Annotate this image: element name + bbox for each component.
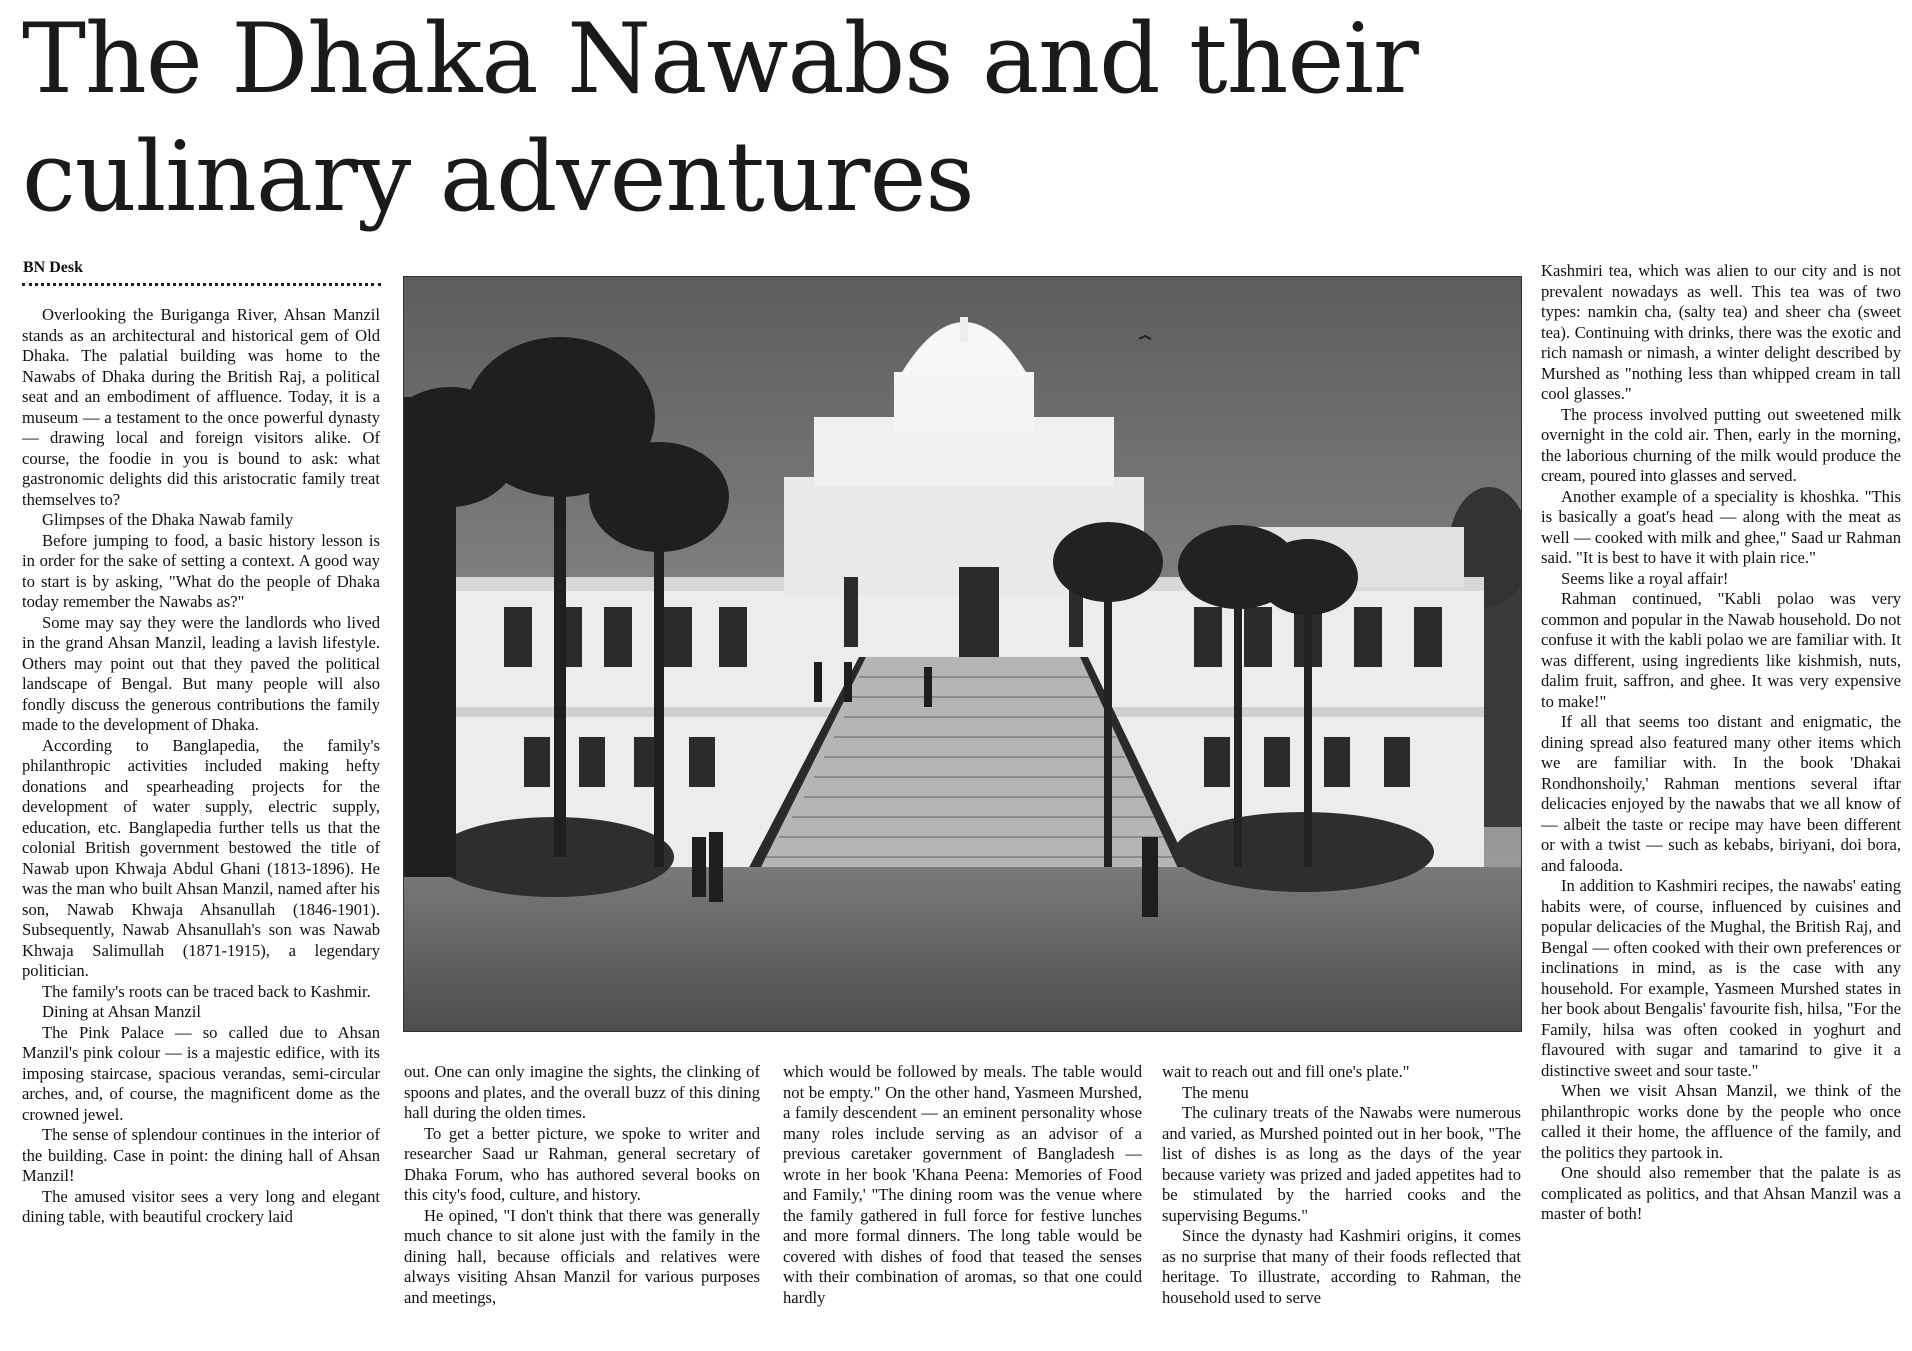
paragraph: According to Banglapedia, the family's philanthropic activities included making hefty donations and spearheading projects for the development of water supply, electric supply, education, etc. Banglapedia further tells us that the colonial British government bestowed the title of Nawab upon Khwaja Abdul Ghani (1813-1896). He was the man who built Ahsan Manzil, named after his son, Nawab Khwaja Ahsanullah (1846-1901). Subsequently, Nawab Ahsanullah's son was Nawab Khwaja Salimullah (1871-1915), a legendary politician. [22,735,380,980]
paragraph: Since the dynasty had Kashmiri origins, it comes as no surprise that many of their foods reflected that heritage. To illustrate, according to Rahman, the household used to serve [1162,1226,1521,1307]
paragraph: Overlooking the Buriganga River, Ahsan Manzil stands as an architectural and historical gem of Old Dhaka. The palatial building was home to the Nawabs of Dhaka during the British Raj, a political seat and an embodiment of affluence. Today, it is a museum — a testament to the once powerful dynasty — drawing local and foreign visitors alike. Of course, the foodie in you is bound to ask: what gastronomic delights did this aristocratic family treat themselves to? [22,305,380,509]
paragraph: Seems like a royal affair! [1561,568,1729,588]
paragraph: To get a better picture, we spoke to writer and researcher Saad ur Rahman, general secretary of Dhaka Forum, who has authored several books on this city's food, culture, and history. [404,1123,760,1204]
paragraph: The culinary treats of the Nawabs were numerous and varied, as Murshed pointed out in her book, "The list of dishes is as long as the days of the year because variety was prized and jaded appetites had to be stimulated by the harried cooks and the supervising Begums." [1162,1103,1521,1225]
paragraph: Kashmiri tea, which was alien to our city and is not prevalent nowadays as well. This tea was of two types: namkin cha, (salty tea) and sheer cha (sweet tea). Continuing with drinks, there was the exotic and rich namash or nimash, a winter delight described by Murshed as "nothing less than whipped cream in tall cool glasses." [1541,261,1901,403]
paragraph: The amused visitor sees a very long and elegant dining table, with beautiful crockery laid [22,1186,380,1226]
paragraph: Before jumping to food, a basic history lesson is in order for the sake of setting a context. A good way to start is by asking, "What do the people of Dhaka today remember the Nawabs as?" [22,530,380,611]
paragraph: wait to reach out and fill one's plate." [1162,1062,1410,1081]
subheading: The menu [1182,1082,1249,1102]
headline: The Dhaka Nawabs and their culinary adventures [22,3,1418,233]
paragraph: Some may say they were the landlords who lived in the grand Ahsan Manzil, leading a lavish lifestyle. Others may point out that they paved the political landscape of Bengal. But many people will also fondly discuss the generous contributions the family made to the development of Dhaka. [22,612,380,734]
subheading: Dining at Ahsan Manzil [42,1002,202,1021]
paragraph: The family's roots can be traced back to Kashmir. [42,981,371,1001]
paragraph: The Pink Palace — so called due to Ahsan Manzil's pink colour — is a majestic edifice, with its imposing staircase, spacious verandas, semi-circular arches, and, of course, the magnificent dome as the crowned jewel. [22,1022,380,1124]
paragraph: In addition to Kashmiri recipes, the nawabs' eating habits were, of course, influenced by cuisines and popular delicacies of the Mughal, the British Raj, and Bengal — often cooked with their own preferences or inclinations in mind, as is the case with any household. For example, Yasmeen Murshed states in her book about Bengalis' favourite fish, hilsa, "For the Family, hilsa was often cooked in yoghurt and flavoured with sugar and tamarind to give it a distinctive sweet and sour taste." [1541,876,1901,1080]
paragraph: When we visit Ahsan Manzil, we think of the philanthropic works done by the people who once called it their home, the affluence of the family, and the politics they partook in. [1541,1081,1901,1162]
paragraph: He opined, "I don't think that there was generally much chance to sit alone just with the family in the dining hall, because officials and relatives were always visiting Ahsan Manzil for various purposes and meetings, [404,1205,760,1307]
article-column-3 [783,1062,1142,1350]
paragraph: If all that seems too distant and enigmatic, the dining spread also featured many other items which we are familiar with. In the book 'Dhakai Rondhonshoily,' Rahman mentions several iftar delicacies enjoyed by the nawabs that we all know of — albeit the taste or recipe may have been different or with a twist — such as kebabs, biriyani, doi bora, and falooda. [1541,712,1901,875]
paragraph: which would be followed by meals. The table would not be empty." On the other hand, Yasmeen Murshed, a family descendent — an eminent personality whose many roles include serving as an advisor of a previous caretaker government of Bangladesh — wrote in her book 'Khana Peena: Memories of Food and Family,' "The dining room was the venue where the family gathered in full force for festive lunches and more formal dinners. The long table would be covered with dishes of food that teased the senses with their combination of aromas, so that one could hardly [783,1062,1142,1307]
article-column-2 [404,1062,760,1350]
article-column-5 [1541,261,1901,1349]
paragraph: One should also remember that the palate is as complicated as politics, and that Ahsan Manzil was a master of both! [1541,1163,1901,1223]
paragraph: Another example of a speciality is khoshka. "This is basically a goat's head — along with the meat as well — cooked with milk and ghee," Saad ur Rahman said. "It is best to have it with plain rice." [1541,486,1901,567]
paragraph: Rahman continued, "Kabli polao was very common and popular in the Nawab household. Do not confuse it with the kabli polao we are familiar with. It was different, using ingredients like kishmish, nuts, dalim fruit, saffron, and ghee. It was very expensive to make!" [1541,589,1901,711]
subheading: Glimpses of the Dhaka Nawab family [42,510,294,529]
byline: BN Desk [23,259,84,276]
article-column-4 [1162,1062,1521,1350]
paragraph: out. One can only imagine the sights, the clinking of spoons and plates, and the overall buzz of this dining hall during the olden times. [404,1062,760,1122]
paragraph: The process involved putting out sweetened milk overnight in the cold air. Then, early in the morning, the laborious churning of the milk would produce the cream, poured into glasses and served. [1541,404,1901,485]
article-column-1 [22,305,380,1347]
ahsan-manzil-photo [403,276,1522,1032]
byline-divider [22,283,381,286]
paragraph: The sense of splendour continues in the interior of the building. Case in point: the dining hall of Ahsan Manzil! [22,1125,380,1185]
